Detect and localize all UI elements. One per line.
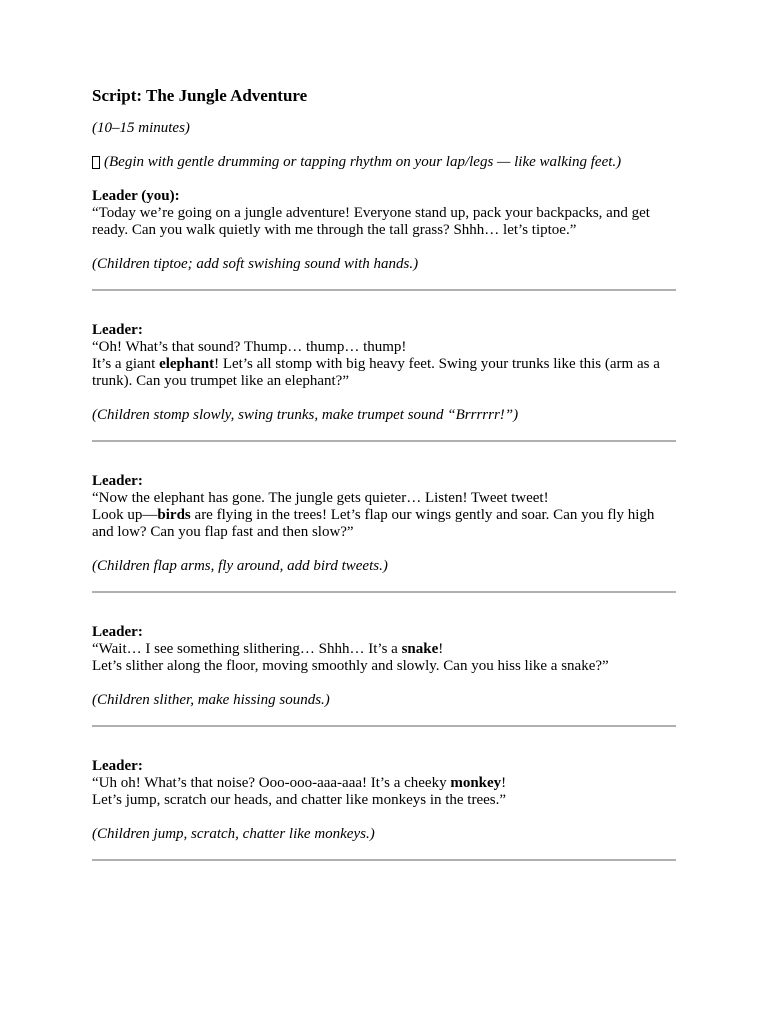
section-spacer [92,727,676,758]
dialogue-line [92,356,676,390]
script-section [92,727,676,861]
missing-glyph-icon [92,156,100,169]
intro-text: (Begin with gentle drumming or tapping rhythm on your lap/legs — like walking feet.) [104,154,622,170]
dialogue-text: It’s a giant [92,356,160,372]
intro-direction [92,154,676,171]
animal-name: elephant [159,356,215,372]
animal-name: monkey [450,775,502,791]
script-sections [92,188,676,861]
dialogue-text: ! [438,641,444,657]
speaker-label: Leader: [92,624,143,640]
dialogue-line [92,641,676,658]
script-section [92,188,676,291]
speaker-label: Leader: [92,322,143,338]
stage-direction: (Children tiptoe; add soft swishing sound with hands.) [92,256,419,272]
script-section [92,442,676,593]
dialogue-line [92,775,676,792]
page-title: Script: The Jungle Adventure [92,86,308,105]
dialogue-line [92,490,676,507]
document-body [92,86,676,861]
section-divider [92,859,676,861]
dialogue-text: “Today we’re going on a jungle adventure! Everyone stand up, pack your backpacks, and get ready. Can you walk quietly with me through the tall grass? Shhh… let’s tiptoe.” [92,205,650,238]
dialogue-text: “Wait… I see something slithering… Shhh… It’s a [92,641,402,657]
stage-direction: (Children stomp slowly, swing trunks, make trumpet sound “Brrrrrr!”) [92,407,519,423]
dialogue-text: “Oh! What’s that sound? Thump… thump… thump! [92,339,407,355]
section-spacer [92,593,676,624]
dialogue-text: “Now the elephant has gone. The jungle gets quieter… Listen! Tweet tweet! [92,490,549,506]
stage-direction: (Children slither, make hissing sounds.) [92,692,330,708]
dialogue-line [92,205,676,239]
script-section [92,593,676,727]
dialogue-line [92,507,676,541]
speaker-label: Leader: [92,758,143,774]
dialogue-text: Look up— [92,507,158,523]
dialogue-text: “Uh oh! What’s that noise? Ooo-ooo-aaa-aaa! It’s a cheeky [92,775,451,791]
animal-name: snake [401,641,439,657]
dialogue-line [92,339,676,356]
section-spacer [92,291,676,322]
dialogue-line [92,792,676,809]
animal-name: birds [157,507,191,523]
dialogue-text: Let’s slither along the floor, moving smoothly and slowly. Can you hiss like a snake?” [92,658,609,674]
dialogue-text: are flying in the trees! Let’s flap our wings gently and soar. Can you fly high and low? Can you flap fast and then slow?” [92,507,655,540]
duration-note: (10–15 minutes) [92,120,190,136]
dialogue-text: ! [501,775,507,791]
dialogue-line [92,658,676,675]
speaker-label: Leader: [92,473,143,489]
dialogue-text: Let’s jump, scratch our heads, and chatter like monkeys in the trees.” [92,792,507,808]
script-section [92,291,676,442]
speaker-label: Leader (you): [92,188,180,204]
section-spacer [92,442,676,473]
stage-direction: (Children jump, scratch, chatter like monkeys.) [92,826,375,842]
dialogue-text: ! Let’s all stomp with big heavy feet. Swing your trunks like this (arm as a trunk). Can you trumpet like an elephant?” [92,356,660,389]
stage-direction: (Children flap arms, fly around, add bird tweets.) [92,558,388,574]
